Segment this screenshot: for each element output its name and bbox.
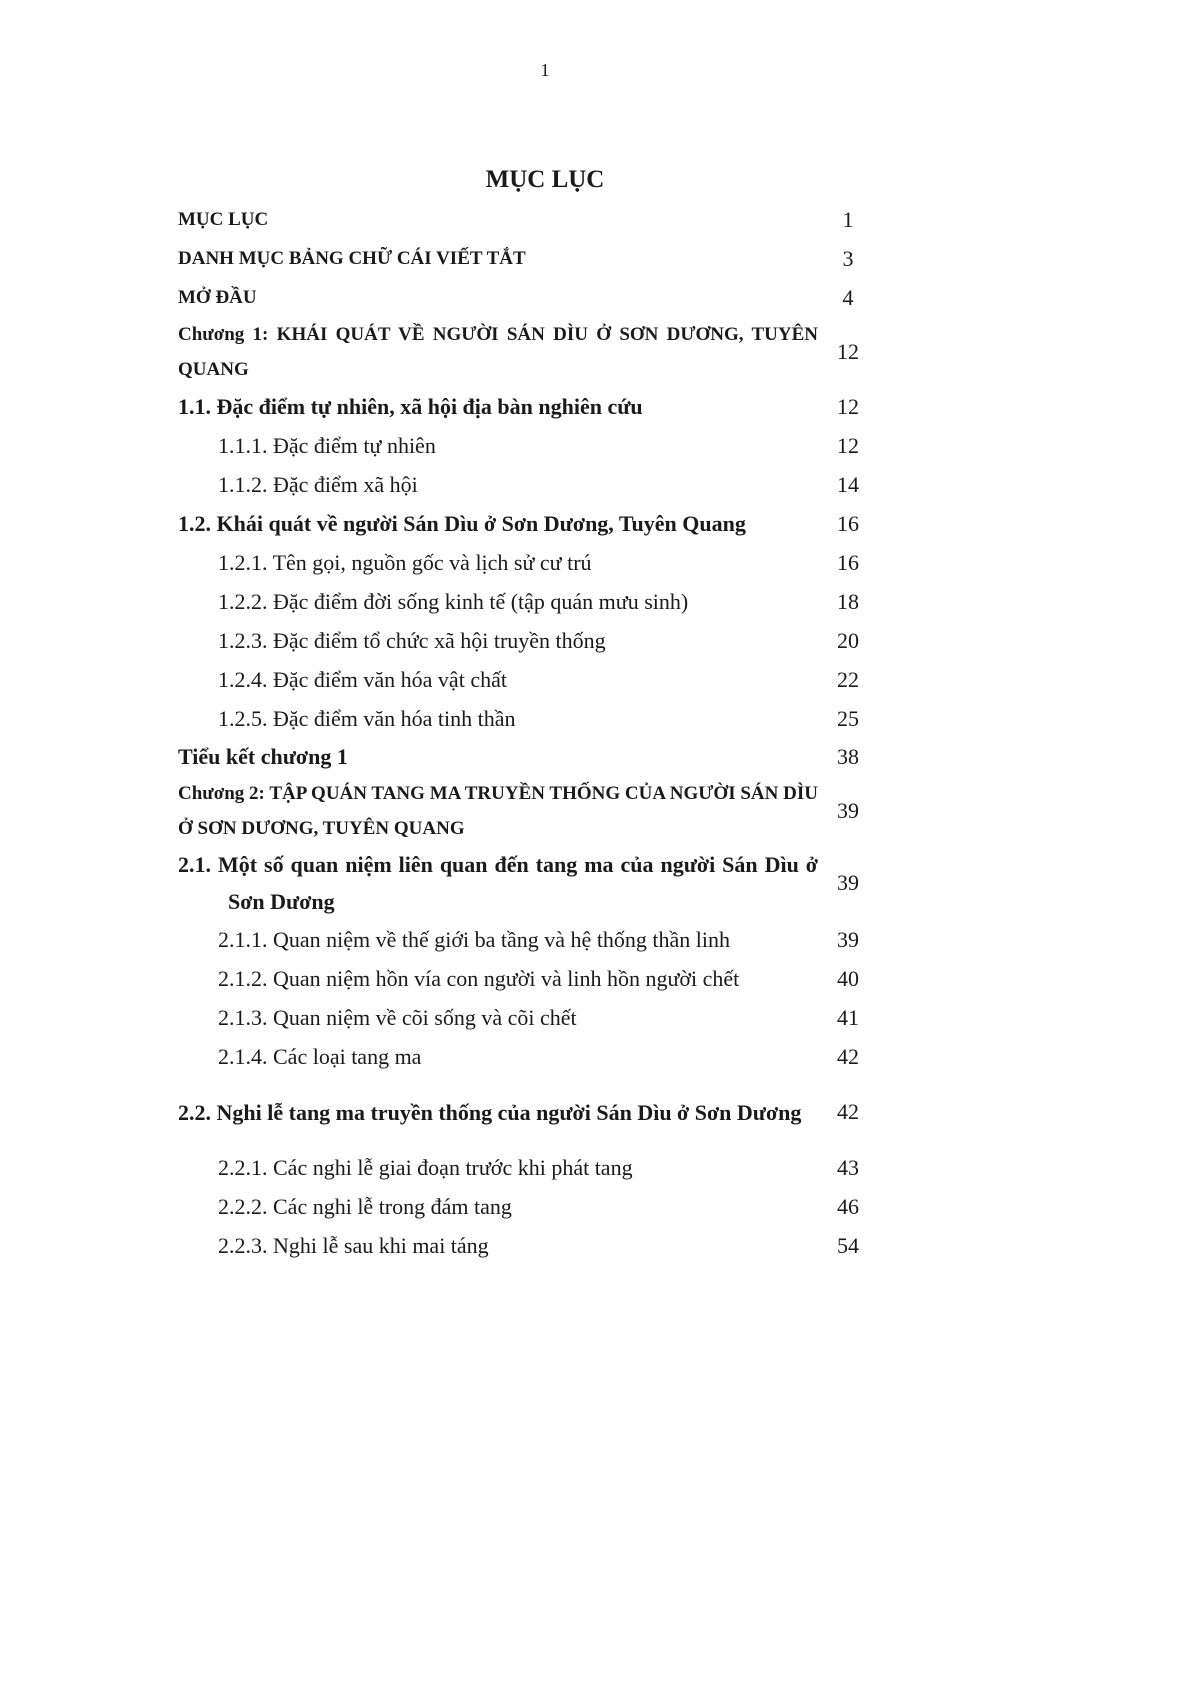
toc-entry [178,920,878,959]
toc-entry-page: 18 [837,588,859,614]
toc-entry-label: 1.1. Đặc điểm tự nhiên, xã hội địa bàn nghiên cứu [178,393,643,419]
toc-entry [178,699,878,738]
toc-entry [178,239,878,278]
toc-entry-page: 42 [837,1099,859,1124]
toc-entry-label: 1.2.2. Đặc điểm đời sống kinh tế (tập quán mưu sinh) [218,588,689,614]
toc-entry-label: Chương 1: KHÁI QUÁT VỀ NGƯỜI SÁN DÌU Ở SƠN DƯƠNG, TUYÊN QUANG [178,324,818,380]
toc-table [178,200,878,1265]
toc-entry [178,1148,878,1187]
toc-entry [178,959,878,998]
toc-entry-page: 22 [837,666,859,692]
toc-entry [178,465,878,504]
toc-entry-label: 2.1.4. Các loại tang ma [218,1043,422,1069]
toc-entry-page: 20 [837,627,859,653]
toc-entry-page: 42 [837,1043,859,1069]
toc-entry-label: MỤC LỤC [178,208,269,230]
toc-entry-label: 2.2.3. Nghi lễ sau khi mai táng [218,1232,489,1258]
toc-entry-label: DANH MỤC BẢNG CHỮ CÁI VIẾT TẮT [178,247,526,269]
toc-entry-page: 1 [842,206,854,232]
toc-entry-page: 46 [837,1193,859,1219]
toc-entry-page: 12 [837,339,859,364]
toc-entry-page: 16 [837,510,859,536]
toc-entry-page: 39 [837,798,859,823]
toc-entry-label: 1.2.4. Đặc điểm văn hóa vật chất [218,666,507,692]
toc-entry-page: 16 [837,549,859,575]
toc-entry-label: 1.1.1. Đặc điểm tự nhiên [218,432,436,458]
toc-entry [178,1037,878,1076]
toc-entry [178,426,878,465]
toc-entry-label: 2.2. Nghi lễ tang ma truyền thống của người Sán Dìu ở Sơn Dương [178,1099,802,1125]
toc-entry [178,582,878,621]
toc-entry-label: 2.2.1. Các nghi lễ giai đoạn trước khi phát tang [218,1154,633,1180]
toc-entry [178,387,878,426]
toc-entry [178,776,878,846]
toc-title: MỤC LỤC [485,166,605,193]
toc-entry [178,846,878,920]
toc-entry-label: 1.2.1. Tên gọi, nguồn gốc và lịch sử cư trú [218,549,592,575]
toc-entry-label: 2.1.2. Quan niệm hồn vía con người và linh hồn người chết [218,965,740,991]
toc-entry-label: 1.2.5. Đặc điểm văn hóa tinh thần [218,705,516,731]
toc-entry-label: Chương 2: TẬP QUÁN TANG MA TRUYỀN THỐNG CỦA NGƯỜI SÁN DÌU Ở SƠN DƯƠNG, TUYÊN QUANG [178,783,818,839]
toc-entry-label: 2.1.1. Quan niệm về thế giới ba tầng và hệ thống thần linh [218,926,731,952]
toc-entry-page: 3 [842,245,854,271]
toc-entry [178,317,878,387]
toc-entry-label: Tiểu kết chương 1 [178,744,348,769]
toc-entry-label: 1.2. Khái quát về người Sán Dìu ở Sơn Dương, Tuyên Quang [178,510,746,536]
toc-entry [178,1226,878,1265]
toc-entry [178,278,878,317]
toc-entry-page: 39 [837,870,859,895]
toc-entry-label: 2.1.3. Quan niệm về cõi sống và cõi chết [218,1004,577,1030]
toc-entry-label: 2.2.2. Các nghi lễ trong đám tang [218,1193,512,1219]
toc-entry-page: 14 [837,471,859,497]
toc-entry [178,1076,878,1148]
toc-entry [178,1187,878,1226]
toc-entry-label: 2.1. Một số quan niệm liên quan đến tang ma của người Sán Dìu ở Sơn Dương [178,852,818,914]
toc-entry-page: 41 [837,1004,859,1030]
toc-entry [178,998,878,1037]
toc-entry-page: 54 [837,1232,859,1258]
toc-entry-label: MỞ ĐẦU [178,286,257,308]
toc-entry-page: 43 [837,1154,859,1180]
toc-entry [178,504,878,543]
toc-entry-page: 38 [837,744,859,769]
toc-entry-page: 12 [837,432,859,458]
toc-entry [178,200,878,239]
toc-entry [178,621,878,660]
toc-entry-page: 4 [842,284,854,310]
toc-entry [178,543,878,582]
toc-entry-page: 25 [837,705,859,731]
toc-entry-page: 40 [837,965,859,991]
toc-entry [178,660,878,699]
toc-entry-page: 39 [837,926,859,952]
toc-entry-label: 1.1.2. Đặc điểm xã hội [218,471,418,497]
page-number: 1 [540,60,550,80]
toc-entry-page: 12 [837,393,859,419]
toc-entry [178,738,878,776]
toc-entry-label: 1.2.3. Đặc điểm tổ chức xã hội truyền thống [218,627,606,653]
